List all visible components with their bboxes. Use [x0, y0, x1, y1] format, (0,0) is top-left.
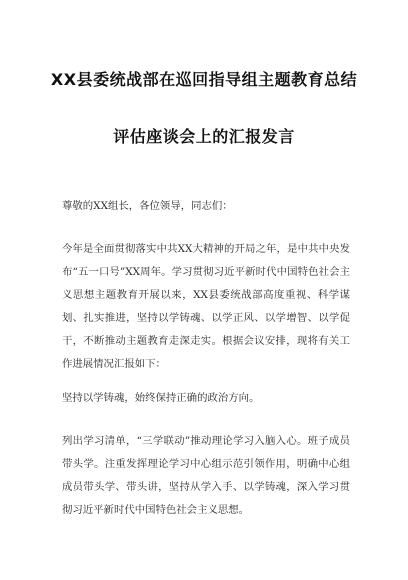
document-title-line-2: 评估座谈会上的汇报发言	[113, 127, 295, 146]
greeting-paragraph: 尊敬的XX组长，各位领导，同志们：	[62, 200, 233, 212]
body-paragraph-1: 今年是全面贯彻落实中共XX大精神的开局之年，是中共中央发布“五一口号”XX周年。学习贯彻习近平新时代中国特色社会主义思想主题教育开展以来，XX县委统战部高度重视、科学谋划、扎实推进，坚持以学铸魂、以学正风、以学增智、以学促干，不断推动主题教育走深走实。根据会议安排，现将有关工作进展情况汇报如下：	[62, 243, 350, 370]
document-title-line-1: XX县委统战部在巡回指导组主题教育总结	[50, 70, 358, 89]
body-paragraph-2: 坚持以学铸魂，始终保持正确的政治方向。	[62, 392, 260, 404]
body-paragraph-3: 列出学习清单，“三学联动”推动理论学习入脑入心。班子成员带头学。注重发挥理论学习中心组示范引领作用，明确中心组成员带头学、带头讲，坚持从学入手、以学铸魂，深入学习贯彻习近平新时代中国特色社会主义思想。	[62, 435, 350, 516]
